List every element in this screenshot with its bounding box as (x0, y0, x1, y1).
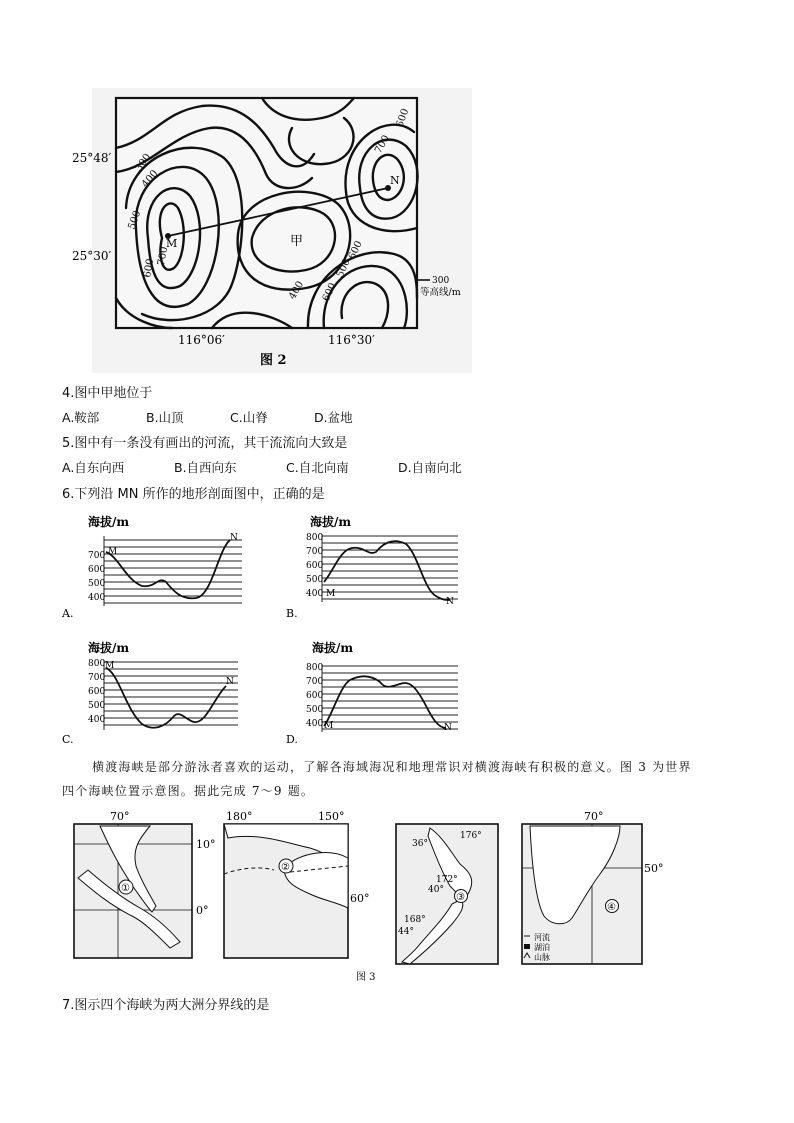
contour-label: 300 (133, 151, 154, 174)
panel-2-lon-right: 150° (318, 810, 345, 823)
tick-label: 800 (306, 663, 324, 673)
contour-label: 600 (142, 257, 157, 279)
profile-b-letter: B. (286, 607, 298, 620)
contour-label: 400 (287, 279, 307, 302)
panel-3-lat-1: 36° (412, 839, 428, 849)
panel-3-lat-2: 40° (428, 885, 444, 895)
strait-2-marker: ② (281, 862, 290, 873)
q5-option-c: C.自北向南 (286, 460, 349, 475)
legend-contour-value: 300 (432, 276, 450, 286)
profile-c-start: M (105, 661, 115, 671)
tick-label: 400 (88, 593, 106, 603)
profile-d-end: N (444, 723, 452, 733)
tick-label: 600 (306, 561, 324, 571)
lon-label-west: 116°06′ (178, 333, 225, 347)
panel-4-lat: 50° (644, 862, 664, 875)
panel-1-lat-bottom: 0° (196, 904, 209, 917)
figure-2 (72, 88, 472, 373)
profile-a-ylabel: 海拔/m (88, 515, 130, 529)
q4-stem: 4.图中甲地位于 (62, 386, 153, 401)
profile-d-letter: D. (286, 733, 298, 746)
tick-label: 400 (306, 589, 324, 599)
panel-2-map (224, 810, 370, 958)
tick-label: 700 (88, 673, 106, 683)
intro-line-2: 四个海峡位置示意图。据此完成 7～9 题。 (62, 784, 315, 798)
profile-chart-b (286, 510, 476, 625)
profile-b-end: N (446, 597, 454, 607)
tick-label: 600 (306, 691, 324, 701)
contour-label: 600 (394, 107, 412, 130)
q5-option-a: A.自东向西 (62, 460, 125, 475)
profile-d-start: M (324, 721, 334, 731)
tick-label: 500 (306, 575, 324, 585)
panel-4-lon: 70° (584, 810, 604, 823)
contour-label: 400 (139, 168, 161, 190)
q4-option-d: D.盆地 (314, 410, 353, 425)
contour-label: 600 (346, 239, 365, 262)
q4-option-b: B.山顶 (146, 410, 184, 425)
panel-1-lat-top: 10° (196, 838, 216, 851)
strait-1-marker: ① (121, 883, 130, 894)
lat-label-south: 25°30′ (72, 249, 112, 263)
tick-label: 800 (88, 659, 106, 669)
legend-lake: 湖泊 (534, 943, 550, 952)
tick-label: 600 (88, 565, 106, 575)
contour-map (72, 88, 472, 373)
q5-option-b: B.自西向东 (174, 460, 237, 475)
panel-2-lon-left: 180° (226, 810, 253, 823)
panel-2-lat: 60° (350, 892, 370, 905)
tick-label: 400 (88, 715, 106, 725)
panel-3-lat-3: 44° (398, 927, 414, 937)
tick-label: 600 (88, 687, 106, 697)
strait-3-marker: ③ (456, 892, 465, 903)
contour-label: 700 (156, 245, 171, 267)
q7-stem: 7.图示四个海峡为两大洲分界线的是 (62, 998, 270, 1013)
profile-c-ylabel: 海拔/m (88, 641, 130, 655)
strait-4-marker: ④ (607, 902, 616, 913)
intro-line-1: 横渡海峡是部分游泳者喜欢的运动，了解各海域海况和地理常识对横渡海峡有积极的意义。图 3 为世界 (92, 760, 692, 774)
figure-3 (60, 808, 680, 988)
q5-option-d: D.自南向北 (398, 460, 462, 475)
panel-1-lon: 70° (110, 810, 130, 823)
profile-chart-a (62, 510, 252, 625)
point-n-label: N (390, 174, 400, 187)
point-jia-label: 甲 (290, 234, 304, 249)
panel-3-lon-3: 168° (404, 915, 426, 925)
profile-a-letter: A. (62, 607, 74, 620)
profile-b-ylabel: 海拔/m (310, 515, 352, 529)
tick-label: 400 (306, 719, 324, 729)
panel-1-map (74, 810, 216, 958)
legend-mountain: 山脉 (534, 953, 550, 962)
tick-label: 700 (306, 547, 324, 557)
tick-label: 700 (306, 677, 324, 687)
lat-label-north: 25°48′ (72, 151, 112, 165)
lon-label-east: 116°30′ (328, 333, 375, 347)
q6-stem: 6.下列沿 MN 所作的地形剖面图中，正确的是 (62, 487, 325, 502)
panel-3-map (396, 824, 498, 964)
contour-label: 500 (334, 257, 353, 280)
point-m-label: M (166, 237, 178, 250)
profile-c-end: N (226, 677, 234, 687)
profile-c-letter: C. (62, 733, 74, 746)
profile-a-start: M (108, 547, 118, 557)
profile-d-ylabel: 海拔/m (312, 641, 354, 655)
contour-label: 600 (320, 281, 339, 304)
q4-option-a: A.鞍部 (62, 410, 100, 425)
figure-3-caption: 图 3 (356, 972, 376, 983)
q5-stem: 5.图中有一条没有画出的河流，其干流流向大致是 (62, 436, 348, 451)
tick-label: 500 (88, 701, 106, 711)
panel-4-map (522, 810, 664, 964)
q4-option-c: C.山脊 (230, 410, 268, 425)
profile-chart-c (62, 636, 252, 751)
legend-contour-text: 等高线/m (420, 287, 461, 298)
tick-label: 800 (306, 533, 324, 543)
profile-a-end: N (230, 533, 238, 543)
contour-label: 500 (126, 209, 144, 232)
profile-b-start: M (326, 589, 336, 599)
tick-label: 700 (88, 551, 106, 561)
figure-2-caption: 图 2 (260, 353, 287, 368)
tick-label: 500 (306, 705, 324, 715)
panel-3-lon-2: 172° (436, 875, 458, 885)
tick-label: 500 (88, 579, 106, 589)
panel-3-lon-1: 176° (460, 831, 482, 841)
legend-river: 河流 (534, 933, 550, 942)
profile-chart-d (286, 636, 476, 751)
contour-label: 700 (373, 133, 393, 156)
